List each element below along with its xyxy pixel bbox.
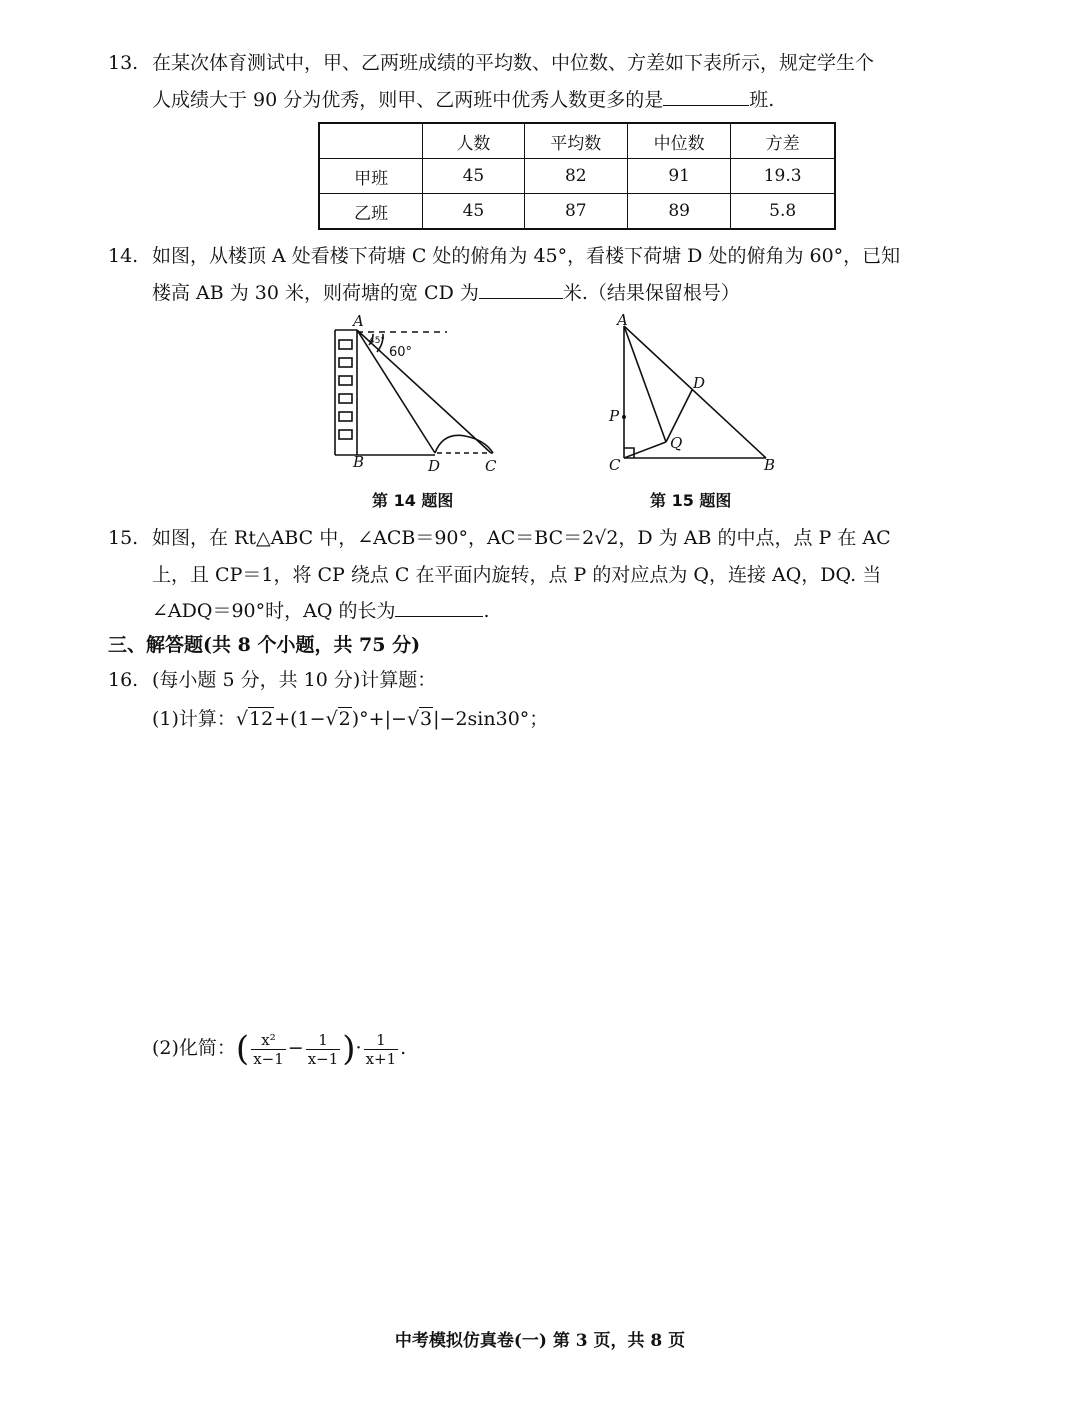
label-a: A: [353, 312, 364, 330]
q13-line1: [108, 50, 874, 76]
label-b: B: [353, 453, 365, 471]
fraction-2: $\frac{1}{x-1}$: [307, 1030, 339, 1068]
table-row: [319, 159, 835, 194]
segment-cq: [624, 442, 666, 458]
q15-number: 15.: [108, 527, 139, 549]
pond-outline: [435, 435, 493, 453]
q14-text2b: 米.（结果保留根号）: [562, 282, 740, 304]
section-3-title: 三、解答题(共 8 个小题，共 75 分): [108, 634, 421, 656]
fraction-1: $\frac{\text{x²}}{x-1}$: [253, 1030, 284, 1068]
q15-text3a: ∠ADQ＝90°时，AQ 的长为: [152, 600, 396, 622]
page-footer: 中考模拟仿真卷(一) 第 3 页，共 8 页: [394, 1331, 686, 1351]
q13-number: 13.: [108, 52, 139, 74]
table-cell: 5.8: [731, 194, 835, 230]
window-icon: [339, 412, 352, 421]
sqrt-2: 2: [338, 708, 351, 730]
table-header-cell: 平均数: [524, 123, 627, 159]
q15-line1: [108, 525, 891, 551]
figure-14: [325, 312, 515, 477]
label-d: D: [428, 457, 441, 475]
label-p: P: [609, 407, 620, 425]
q16-part1: (1)计算：√12+(1−√2)°+|−√3|−2sin30°；: [152, 708, 549, 730]
table-header-cell: 人数: [423, 123, 524, 159]
figure-15-caption: 第 15 题图: [650, 491, 732, 510]
q16-part2: (2)化简：( $\frac{\text{x²}}{x-1}$ − $\frac{1}{x-1}$ )· $\frac{1}{x+1}$ .: [152, 1029, 407, 1069]
table-header-cell: 中位数: [627, 123, 730, 159]
segment-aq: [624, 326, 666, 442]
fraction-3: $\frac{1}{x+1}$: [365, 1030, 397, 1068]
table-header-cell: [319, 123, 423, 159]
point-p-dot: [622, 415, 626, 419]
table-cell: 19.3: [731, 159, 835, 194]
q14-text1: 如图，从楼顶 A 处看楼下荷塘 C 处的俯角为 45°，看楼下荷塘 D 处的俯角为 60°，已知: [152, 245, 901, 267]
q15-text2: 上，且 CP＝1，将 CP 绕点 C 在平面内旋转，点 P 的对应点为 Q，连接 AQ，DQ. 当: [152, 564, 882, 586]
q16-line1: [108, 667, 436, 693]
q15-line3: [152, 598, 490, 624]
window-icon: [339, 358, 352, 367]
label-d: D: [693, 374, 706, 392]
table-cell: 乙班: [319, 194, 423, 230]
q13-stats-table: [318, 122, 836, 230]
period: .: [400, 1037, 407, 1059]
window-icon: [339, 376, 352, 385]
q13-line2: [152, 87, 774, 113]
q16-intro: (每小题 5 分，共 10 分)计算题：: [152, 669, 437, 691]
q15-line2: [152, 562, 881, 588]
window-icon: [339, 430, 352, 439]
window-icon: [339, 394, 352, 403]
label-angle-45: 45°: [369, 336, 385, 346]
expr-after: )°+: [351, 708, 385, 730]
dot-operator: ·: [355, 1037, 362, 1059]
table-row: [319, 194, 835, 230]
table-header-cell: 方差: [731, 123, 835, 159]
label-c: C: [609, 456, 621, 474]
q16-number: 16.: [108, 669, 139, 691]
q15-text1: 如图，在 Rt△ABC 中，∠ACB＝90°，AC＝BC＝2√2，D 为 AB 的中点，点 P 在 AC: [152, 527, 891, 549]
q16-part1-label: (1)计算：: [152, 708, 236, 730]
table-cell: 89: [627, 194, 730, 230]
table-cell: 87: [524, 194, 627, 230]
sqrt-3: 3: [420, 708, 433, 730]
table-cell: 45: [423, 194, 524, 230]
abs-open: |−: [384, 708, 407, 730]
q13-text2a: 人成绩大于 90 分为优秀，则甲、乙两班中优秀人数更多的是: [152, 89, 664, 111]
window-icon: [339, 340, 352, 349]
q16-part2-label: (2)化简：: [152, 1037, 236, 1059]
q13-answer-blank[interactable]: [663, 87, 749, 106]
expr-tail: −2sin30°；: [439, 708, 549, 730]
label-angle-60: 60°: [389, 345, 413, 360]
label-b: B: [764, 456, 776, 474]
expr-mid: +(1−: [274, 708, 326, 730]
q14-text2a: 楼高 AB 为 30 米，则荷塘的宽 CD 为: [152, 282, 479, 304]
segment-ab: [624, 326, 766, 458]
table-cell: 45: [423, 159, 524, 194]
q13-text2b: 班.: [749, 89, 775, 111]
label-a: A: [617, 312, 628, 329]
minus-sign: −: [287, 1037, 304, 1059]
figure-15: [600, 312, 790, 477]
table-cell: 甲班: [319, 159, 423, 194]
q14-line1: [108, 243, 900, 269]
q14-line2: [152, 280, 740, 306]
label-c: C: [485, 457, 497, 475]
q14-answer-blank[interactable]: [479, 280, 563, 299]
abs-close: |: [433, 708, 440, 730]
q15-answer-blank[interactable]: [395, 598, 483, 617]
label-q: Q: [670, 434, 683, 452]
sqrt-12: 12: [249, 708, 274, 730]
figure-14-caption: 第 14 题图: [372, 491, 454, 510]
q14-number: 14.: [108, 245, 139, 267]
table-cell: 82: [524, 159, 627, 194]
table-header-row: [319, 123, 835, 159]
table-cell: 91: [627, 159, 730, 194]
q13-text1: 在某次体育测试中，甲、乙两班成绩的平均数、中位数、方差如下表所示，规定学生个: [152, 52, 875, 74]
q15-text3b: .: [483, 600, 490, 622]
